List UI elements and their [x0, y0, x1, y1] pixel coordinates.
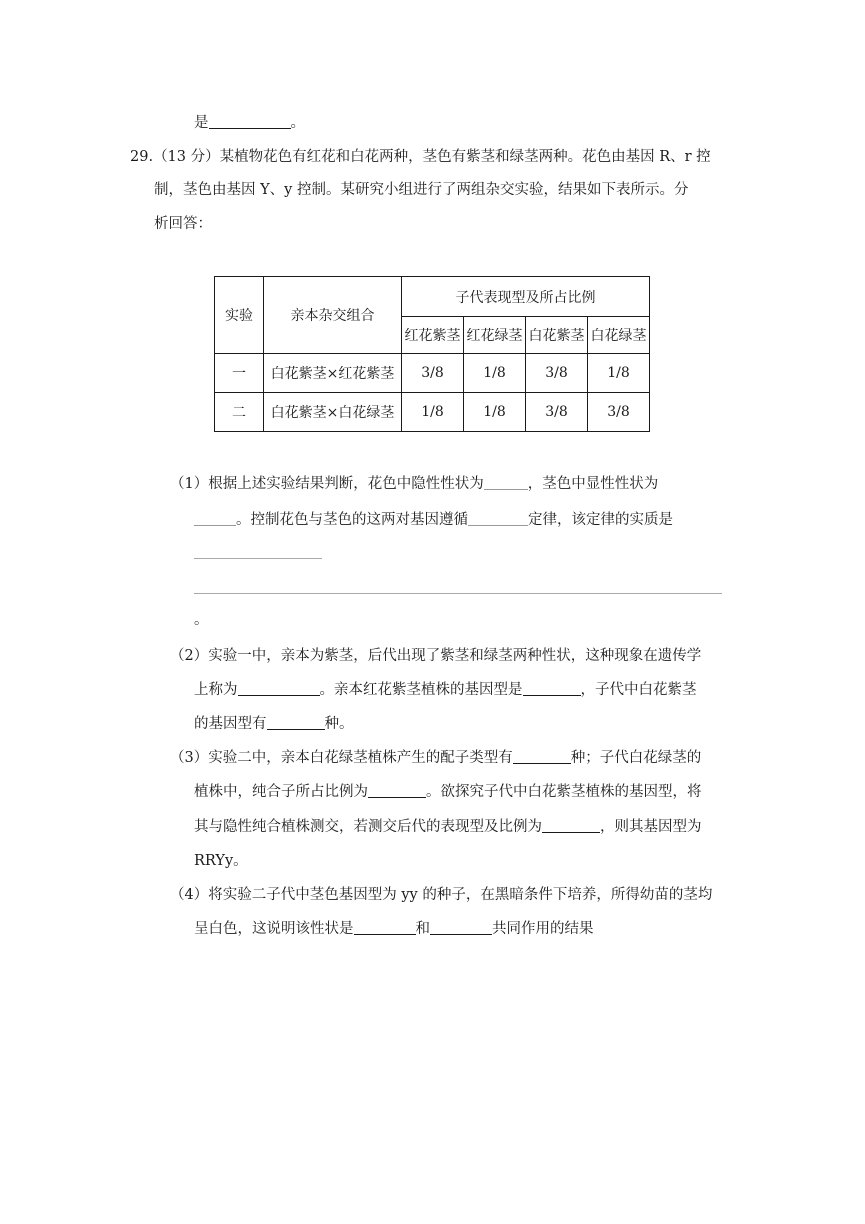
- question-29-line-2: [154, 180, 688, 200]
- part-1-text-b1: 。控制花色与茎色的这两对基因遵循: [236, 512, 468, 528]
- question-stem-2: 制，茎色由基因 Y、y 控制。某研究小组进行了两组杂交实验，结果如下表所示。分: [154, 182, 689, 198]
- answer-blank[interactable]: [209, 114, 291, 129]
- tail-end: 。: [290, 115, 305, 131]
- subheader-cell: 白花紫茎: [526, 317, 588, 354]
- answer-blank[interactable]: [542, 818, 600, 833]
- part-1-line-2: [194, 510, 673, 530]
- ratio-cell: 3/8: [402, 354, 464, 393]
- header-parent-cross: 亲本杂交组合: [264, 277, 402, 354]
- answer-blank[interactable]: [267, 715, 325, 730]
- table-row: [215, 393, 650, 432]
- ratio-cell: 1/8: [464, 393, 526, 432]
- part-4-line-2: [194, 919, 594, 939]
- part-2-text-c2: 种。: [324, 716, 354, 732]
- question-29-line-3: [154, 214, 212, 234]
- part-1-text-a2: ，茎色中显性性状为: [527, 476, 659, 492]
- answer-blank[interactable]: [468, 511, 528, 526]
- part-1-end-mark: 。: [194, 612, 209, 628]
- previous-question-tail: [194, 113, 305, 133]
- part-4-line-1: [170, 885, 712, 905]
- table-row: [215, 354, 650, 393]
- part-2-line-2: [194, 680, 697, 700]
- part-4-text-a: （4）将实验二子代中茎色基因型为 yy 的种子，在黑暗条件下培养，所得幼苗的茎均: [170, 887, 713, 903]
- answer-blank[interactable]: [354, 920, 416, 935]
- answer-blank[interactable]: [513, 749, 571, 764]
- question-number: 29.: [130, 149, 154, 165]
- part-2-text-b2: 。亲本红花紫茎植株的基因型是: [319, 682, 523, 698]
- subheader-cell: 白花绿茎: [588, 317, 650, 354]
- cross-results-table: [214, 276, 650, 432]
- part-4-text-b2: 和: [415, 921, 430, 937]
- part-3-text-d: RRYy。: [194, 853, 248, 869]
- part-4-text-b1: 呈白色，这说明该性状是: [194, 921, 354, 937]
- part-3-line-3: [194, 817, 702, 837]
- part-1-end: [194, 610, 209, 630]
- answer-line[interactable]: [194, 593, 722, 594]
- ratio-cell: 3/8: [526, 393, 588, 432]
- subheader-cell: 红花绿茎: [464, 317, 526, 354]
- part-2-text-b3: ，子代中白花紫茎: [580, 682, 697, 698]
- ratio-cell: 3/8: [526, 354, 588, 393]
- row-cross: 白花紫茎×白花绿茎: [264, 393, 402, 432]
- part-3-text-a2: 种；子代白花绿茎的: [570, 750, 702, 766]
- part-3-text-c1: 其与隐性纯合植株测交，若测交后代的表现型及比例为: [194, 819, 542, 835]
- row-cross: 白花紫茎×红花紫茎: [264, 354, 402, 393]
- part-3-line-2: [194, 782, 702, 802]
- part-2-text-b1: 上称为: [194, 682, 238, 698]
- ratio-cell: 1/8: [588, 354, 650, 393]
- answer-blank[interactable]: [523, 681, 581, 696]
- row-id: 二: [215, 393, 264, 432]
- question-29-line-1: [130, 147, 711, 167]
- part-4-text-b3: 共同作用的结果: [492, 921, 594, 937]
- answer-blank[interactable]: [484, 475, 528, 490]
- answer-blank[interactable]: [430, 920, 492, 935]
- part-3-text-b1: 植株中，纯合子所占比例为: [194, 784, 368, 800]
- ratio-cell: 1/8: [464, 354, 526, 393]
- part-1-text-a1: （1）根据上述实验结果判断，花色中隐性性状为: [170, 476, 484, 492]
- part-2-line-3: [194, 714, 354, 734]
- part-1-text-b2: 定律，该定律的实质是: [528, 512, 673, 528]
- question-stem-3: 析回答：: [154, 216, 212, 232]
- part-3-line-4: [194, 851, 248, 871]
- part-2-line-1: [170, 646, 701, 666]
- answer-blank[interactable]: [238, 681, 320, 696]
- part-2-text-a: （2）实验一中，亲本为紫茎，后代出现了紫茎和绿茎两种性状，这种现象在遗传学: [170, 648, 702, 664]
- part-2-text-c1: 的基因型有: [194, 716, 267, 732]
- answer-blank[interactable]: [194, 511, 236, 526]
- answer-line[interactable]: [194, 558, 322, 559]
- answer-blank[interactable]: [368, 783, 426, 798]
- question-stem-1: （13 分）某植物花色有红花和白花两种，茎色有紫茎和绿茎两种。花色由基因 R、r 控: [153, 149, 711, 165]
- tail-text: 是: [194, 115, 209, 131]
- ratio-cell: 3/8: [588, 393, 650, 432]
- subheader-cell: 红花紫茎: [402, 317, 464, 354]
- part-1-line-1: [170, 474, 658, 494]
- part-3-text-b2: 。欲探究子代中白花紫茎植株的基因型，将: [426, 784, 702, 800]
- part-3-text-a1: （3）实验二中，亲本白花绿茎植株产生的配子类型有: [170, 750, 513, 766]
- header-experiment: 实验: [215, 277, 264, 354]
- header-offspring: 子代表现型及所占比例: [402, 277, 650, 317]
- ratio-cell: 1/8: [402, 393, 464, 432]
- part-3-line-1: [170, 748, 701, 768]
- part-3-text-c2: ，则其基因型为: [600, 819, 702, 835]
- row-id: 一: [215, 354, 264, 393]
